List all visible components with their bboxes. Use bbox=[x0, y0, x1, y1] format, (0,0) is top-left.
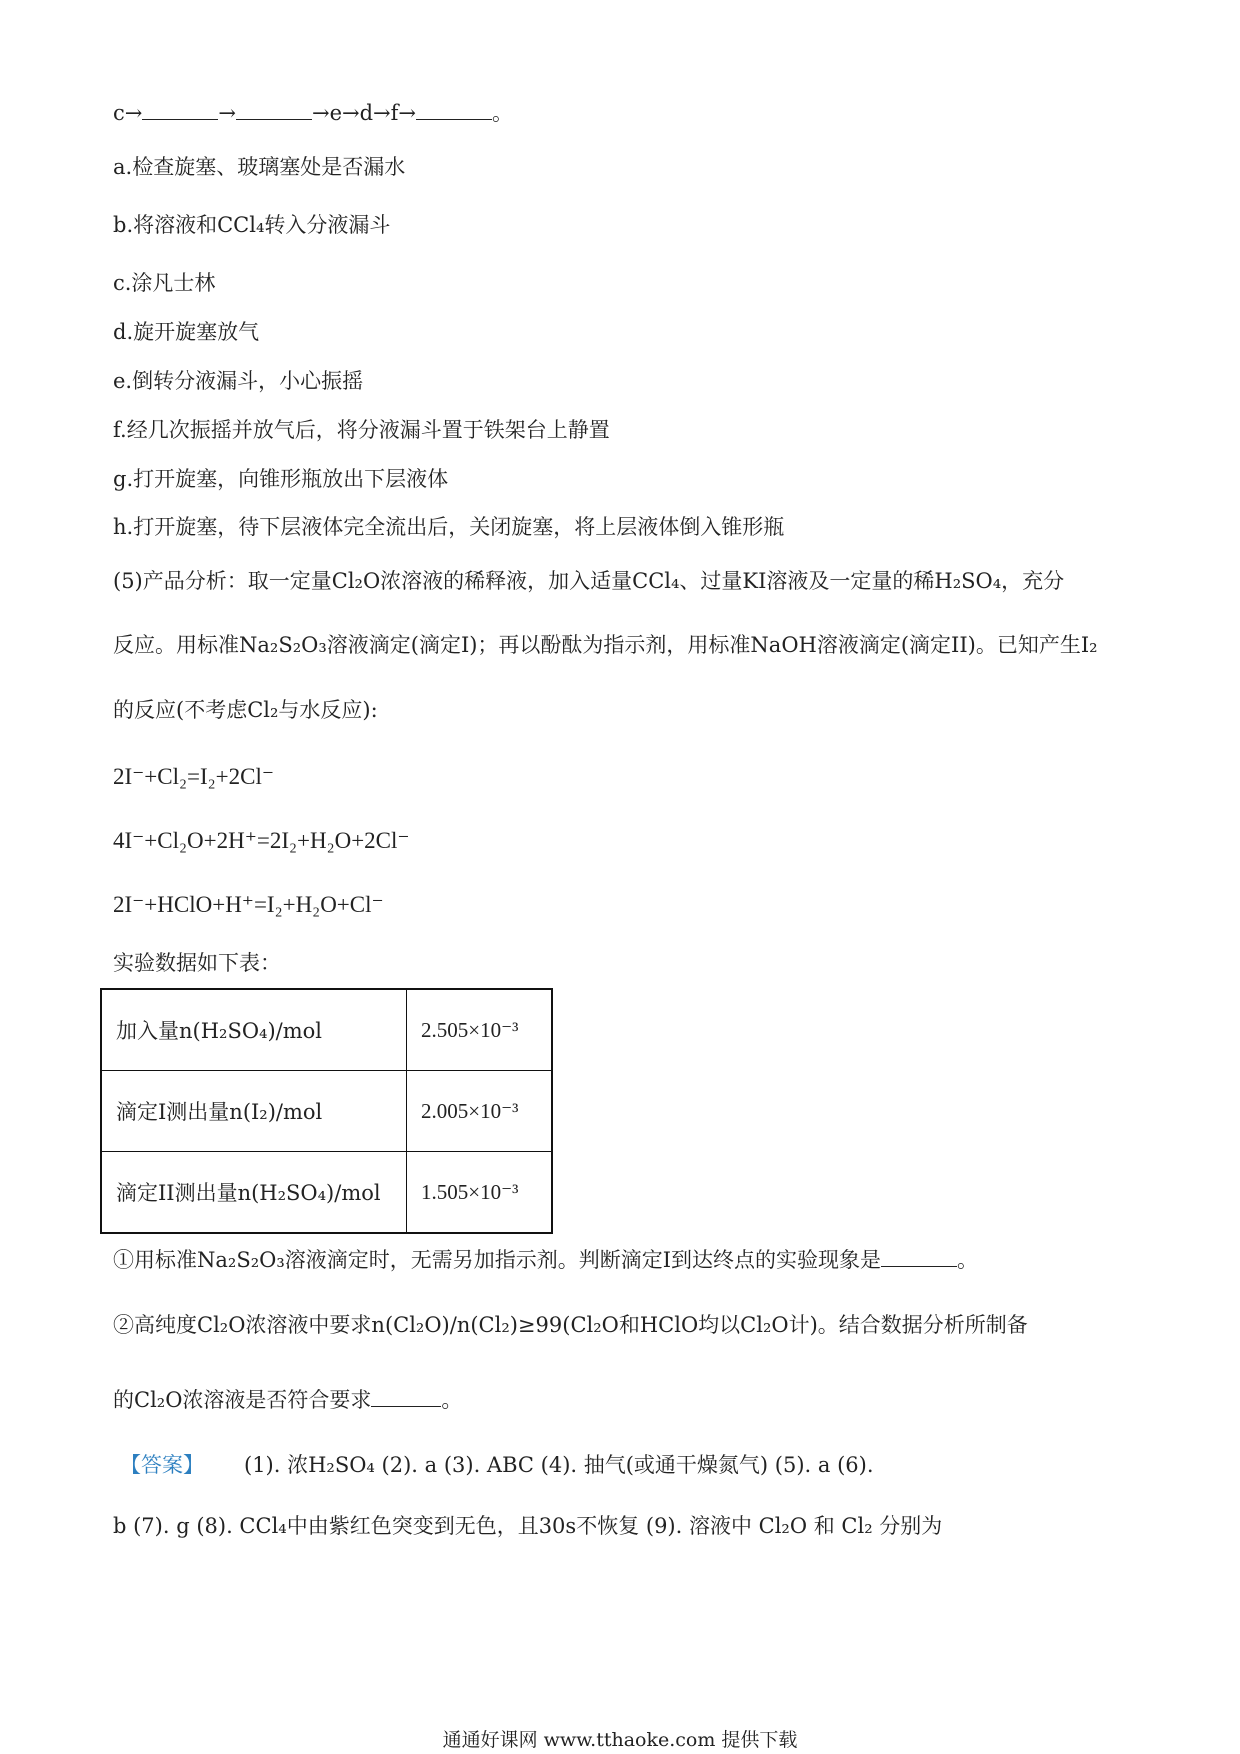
seq-arrow: → bbox=[218, 101, 236, 125]
step-d: d.旋开旋塞放气 bbox=[113, 320, 260, 344]
step-f: f.经几次振摇并放气后，将分液漏斗置于铁架台上静置 bbox=[113, 418, 610, 442]
sub-question-2-line-2 bbox=[113, 1387, 462, 1414]
table-row bbox=[101, 1152, 552, 1234]
table-cell-label: 滴定II测出量n(H₂SO₄)/mol bbox=[101, 1152, 407, 1234]
table-intro: 实验数据如下表： bbox=[113, 951, 281, 975]
sub-question-1-end: 。 bbox=[957, 1248, 979, 1272]
table-cell-label: 滴定I测出量n(I₂)/mol bbox=[101, 1071, 407, 1152]
step-c: c.涂凡士林 bbox=[113, 271, 216, 295]
step-e: e.倒转分液漏斗，小心振摇 bbox=[113, 369, 364, 393]
answer-line-2: b (7). g (8). CCl₄中由紫红色突变到无色，且30s不恢复 (9). 溶液中 Cl₂O 和 Cl₂ 分别为 bbox=[113, 1514, 943, 1538]
sub-question-2-line-1: ②高纯度Cl₂O浓溶液中要求n(Cl₂O)/n(Cl₂)≥99(Cl₂O和HClO均以Cl₂O计)。结合数据分析所制备 bbox=[113, 1313, 1028, 1337]
table-cell-label: 加入量n(H₂SO₄)/mol bbox=[101, 989, 407, 1071]
table-row bbox=[101, 989, 552, 1071]
question-5-line-3: 的反应(不考虑Cl₂与水反应): bbox=[113, 698, 378, 722]
step-a: a.检查旋塞、玻璃塞处是否漏水 bbox=[113, 155, 406, 179]
table-cell-value: 1.505×10⁻³ bbox=[407, 1152, 553, 1234]
question-5-line-1: (5)产品分析：取一定量Cl₂O浓溶液的稀释液，加入适量CCl₄、过量KI溶液及一定量的稀H₂SO₄，充分 bbox=[113, 569, 1065, 593]
table-row bbox=[101, 1071, 552, 1152]
seq-start: c→ bbox=[113, 101, 143, 125]
sequence-line bbox=[113, 100, 513, 127]
seq-end: 。 bbox=[492, 101, 513, 125]
step-h: h.打开旋塞，待下层液体完全流出后，关闭旋塞，将上层液体倒入锥形瓶 bbox=[113, 515, 785, 539]
sub-question-2-end: 。 bbox=[441, 1388, 463, 1412]
answer-blank bbox=[142, 101, 218, 120]
equation-3: 2I⁻+HClO+H⁺=I₂+H₂O+Cl⁻ bbox=[113, 892, 384, 917]
answer-tag: 【答案】 bbox=[120, 1453, 204, 1477]
equation-1: 2I⁻+Cl₂=I₂+2Cl⁻ bbox=[113, 764, 275, 789]
sub-question-2-text: 的Cl₂O浓溶液是否符合要求 bbox=[113, 1388, 372, 1412]
answer-blank bbox=[371, 1388, 441, 1407]
seq-mid: →e→d→f→ bbox=[311, 101, 416, 125]
equation-2: 4I⁻+Cl₂O+2H⁺=2I₂+H₂O+2Cl⁻ bbox=[113, 828, 410, 853]
sub-question-1 bbox=[113, 1247, 978, 1274]
step-b: b.将溶液和CCl₄转入分液漏斗 bbox=[113, 213, 391, 237]
question-5-line-2: 反应。用标准Na₂S₂O₃溶液滴定(滴定I)；再以酚酞为指示剂，用标准NaOH溶液滴定(滴定II)。已知产生I₂ bbox=[113, 633, 1098, 657]
answer-blank bbox=[236, 101, 312, 120]
answer-blank bbox=[881, 1248, 957, 1267]
answer-blank bbox=[416, 101, 492, 120]
answer-line-1 bbox=[120, 1452, 874, 1479]
table-cell-value: 2.005×10⁻³ bbox=[407, 1071, 553, 1152]
answer-text-1: (1). 浓H₂SO₄ (2). a (3). ABC (4). 抽气(或通干燥氮气) (5). a (6). bbox=[244, 1453, 874, 1477]
footer-source: 通通好课网 www.tthaoke.com 提供下载 bbox=[442, 1729, 798, 1751]
sub-question-1-text: ①用标准Na₂S₂O₃溶液滴定时，无需另加指示剂。判断滴定I到达终点的实验现象是 bbox=[113, 1248, 882, 1272]
table-cell-value: 2.505×10⁻³ bbox=[407, 989, 553, 1071]
step-g: g.打开旋塞，向锥形瓶放出下层液体 bbox=[113, 467, 449, 491]
data-table bbox=[100, 988, 553, 1234]
